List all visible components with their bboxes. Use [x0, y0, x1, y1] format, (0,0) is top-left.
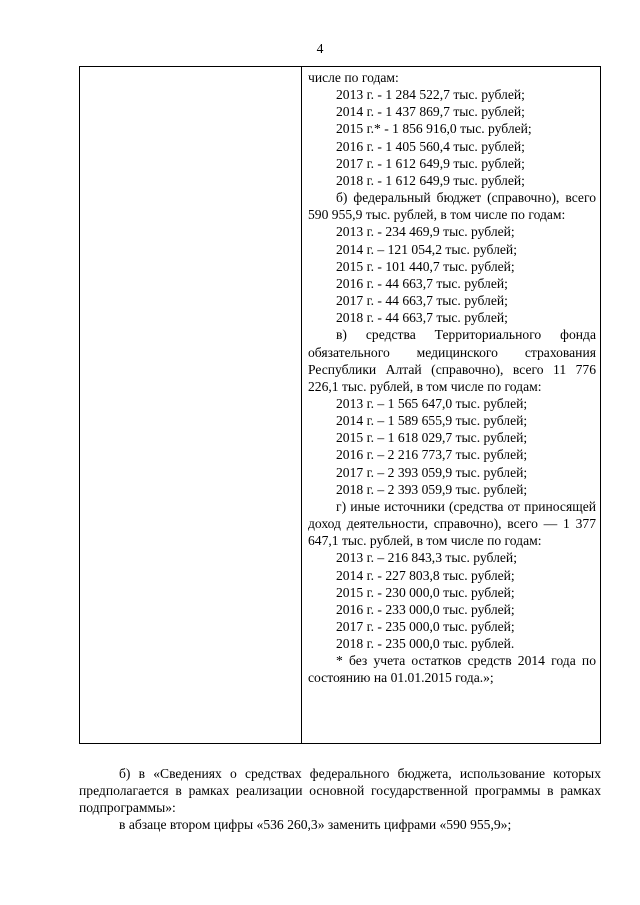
financing-line: 2018 г. - 235 000,0 тыс. рублей. [336, 636, 515, 652]
financing-line: 2014 г. - 227 803,8 тыс. рублей; [336, 567, 515, 583]
financing-line: 2017 г. - 44 663,7 тыс. рублей; [336, 293, 508, 309]
financing-line: г) иные источники (средства от приносящей доход деятельности, справочно), всего — 1 377 647,1 тыс. рублей, в том числе по годам: [308, 498, 596, 549]
financing-line: 2017 г. – 2 393 059,9 тыс. рублей; [336, 464, 528, 480]
financing-line: 2013 г. – 1 565 647,0 тыс. рублей; [336, 395, 528, 411]
financing-line: 2018 г. - 1 612 649,9 тыс. рублей; [336, 172, 525, 188]
financing-line: 2017 г. - 1 612 649,9 тыс. рублей; [336, 155, 525, 171]
financing-line: 2014 г. – 1 589 655,9 тыс. рублей; [336, 413, 528, 429]
amendment-text [79, 766, 601, 834]
financing-line: 2015 г. – 1 618 029,7 тыс. рублей; [336, 430, 528, 446]
financing-line: 2013 г. - 1 284 522,7 тыс. рублей; [336, 87, 525, 103]
financing-line: 2016 г. – 2 216 773,7 тыс. рублей; [336, 447, 528, 463]
financing-line: * без учета остатков средств 2014 года по состоянию на 01.01.2015 года.»; [308, 653, 596, 686]
financing-line: 2016 г. - 233 000,0 тыс. рублей; [336, 601, 515, 617]
financing-line: 2017 г. - 235 000,0 тыс. рублей; [336, 619, 515, 634]
financing-cell [308, 69, 596, 687]
financing-table [79, 66, 601, 744]
financing-line: 2016 г. - 1 405 560,4 тыс. рублей; [336, 138, 525, 154]
financing-line: 2018 г. - 44 663,7 тыс. рублей; [336, 310, 508, 326]
financing-line: 2016 г. - 44 663,7 тыс. рублей; [336, 275, 508, 291]
financing-line: 2014 г. – 121 054,2 тыс. рублей; [336, 241, 517, 257]
financing-line: б) федеральный бюджет (справочно), всего 590 955,9 тыс. рублей, в том числе по годам: [308, 190, 596, 223]
column-divider [301, 67, 302, 743]
financing-line: 2013 г. – 216 843,3 тыс. рублей; [336, 550, 517, 566]
amendment-paragraph: б) в «Сведениях о средствах федерального бюджета, использование которых предполагается в рамках реализации основной государственной программы в рамках подпрограммы»: [79, 766, 601, 815]
financing-line: 2014 г. - 1 437 869,7 тыс. рублей; [336, 104, 525, 120]
page-number: 4 [316, 41, 324, 56]
financing-line: 2015 г. - 101 440,7 тыс. рублей; [336, 258, 515, 274]
financing-line: 2015 г.* - 1 856 916,0 тыс. рублей; [336, 121, 532, 137]
financing-line: числе по годам: [308, 70, 399, 85]
amendment-paragraph: в абзаце втором цифры «536 260,3» заменить цифрами «590 955,9»; [119, 816, 512, 832]
financing-line: 2018 г. – 2 393 059,9 тыс. рублей; [336, 481, 528, 497]
financing-line: 2013 г. - 234 469,9 тыс. рублей; [336, 224, 515, 240]
financing-line: в) средства Территориального фонда обязательного медицинского страхования Республики Алтай (справочно), всего 11 776 226,1 тыс. рублей, в том числе по годам: [308, 327, 596, 394]
financing-line: 2015 г. - 230 000,0 тыс. рублей; [336, 584, 515, 600]
